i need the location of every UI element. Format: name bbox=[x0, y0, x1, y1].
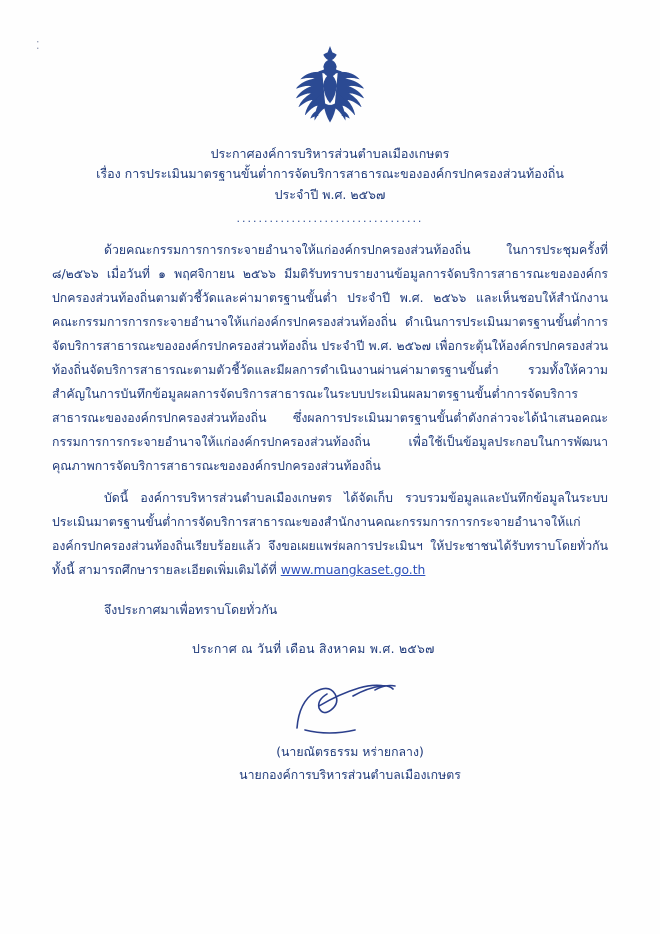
signer-name: (นายณัตรธรรม หร่ายกลาง) bbox=[276, 744, 424, 759]
paragraph-1: ด้วยคณะกรรมการการกระจายอำนาจให้แก่องค์กรปกครองส่วนท้องถิ่น ในการประชุมครั้งที่ ๘/๒๕๖๖ เมื่อวันที่ ๑ พฤศจิกายน ๒๕๖๖ มีมติรับทราบรายงานข้อมูลการจัดบริการสาธารณะขององค์กรปกครองส่วนท้องถิ่นตามตัวชี้วัดและค่ามาตรฐานขั้นต่ำ ประจำปี พ.ศ. ๒๕๖๖ และเห็นชอบให้สำนักงานคณะกรรมการการกระจายอำนาจให้แก่องค์กรปกครองส่วนท้องถิ่น ดำเนินการประเมินมาตรฐานขั้นต่ำการจัดบริการสาธารณะขององค์กรปกครองส่วนท้องถิ่น ประจำปี พ.ศ. ๒๕๖๗ เพื่อกระตุ้นให้องค์กรปกครองส่วนท้องถิ่นจัดบริการสาธารณะตามตัวชี้วัดและมีผลการดำเนินงานผ่านค่ามาตรฐานขั้นต่ำ รวมทั้งให้ความสำคัญในการบันทึกข้อมูลผลการจัดบริการสาธารณะในระบบประเมินผลมาตรฐานขั้นต่ำการจัดบริการสาธารณะขององค์กรปกครองส่วนท้องถิ่น ซึ่งผลการประเมินมาตรฐานขั้นต่ำดังกล่าวจะได้นำเสนอคณะกรรมการการกระจายอำนาจให้แก่องค์กรปกครองส่วนท้องถิ่น เพื่อใช้เป็นข้อมูลประกอบในการพัฒนาคุณภาพการจัดบริการสาธารณะขององค์กรปกครองส่วนท้องถิ่น bbox=[52, 243, 608, 473]
handwritten-signature bbox=[92, 677, 608, 741]
garuda-emblem bbox=[52, 42, 608, 138]
header-line-2: เรื่อง การประเมินมาตรฐานขั้นต่ำการจัดบริการสาธารณะขององค์กรปกครองส่วนท้องถิ่น bbox=[96, 166, 564, 182]
document-header bbox=[52, 144, 608, 204]
signer-title: นายกองค์การบริหารส่วนตำบลเมืองเกษตร bbox=[239, 767, 461, 782]
date-line: ประกาศ ณ วันที่ เดือน สิงหาคม พ.ศ. ๒๕๖๗ bbox=[192, 641, 435, 656]
header-separator: .................................. bbox=[236, 212, 424, 226]
document-body bbox=[52, 239, 608, 583]
paragraph-2-text: บัดนี้ องค์การบริหารส่วนตำบลเมืองเกษตร ได้จัดเก็บ รวบรวมข้อมูลและบันทึกข้อมูลในระบบประเมินมาตรฐานขั้นต่ำการจัดบริการสาธารณะของสำนักงานคณะกรรมการการกระจายอำนาจให้แก่องค์กรปกครองส่วนท้องถิ่นเรียบร้อยแล้ว จึงขอเผยแพร่ผลการประเมินฯ ให้ประชาชนได้รับทราบโดยทั่วกัน ทั้งนี้ สามารถศึกษารายละเอียดเพิ่มเติมได้ที่ bbox=[52, 490, 608, 577]
website-link[interactable]: www.muangkaset.go.th bbox=[280, 562, 426, 577]
corner-mark: ⁚ bbox=[36, 39, 40, 52]
paragraph-2 bbox=[52, 487, 608, 583]
header-line-3: ประจำปี พ.ศ. ๒๕๖๗ bbox=[274, 186, 386, 202]
closing-statement: จึงประกาศมาเพื่อทราบโดยทั่วกัน bbox=[104, 602, 278, 617]
header-line-1: ประกาศองค์การบริหารส่วนตำบลเมืองเกษตร bbox=[210, 146, 450, 161]
signature-block bbox=[52, 677, 608, 785]
